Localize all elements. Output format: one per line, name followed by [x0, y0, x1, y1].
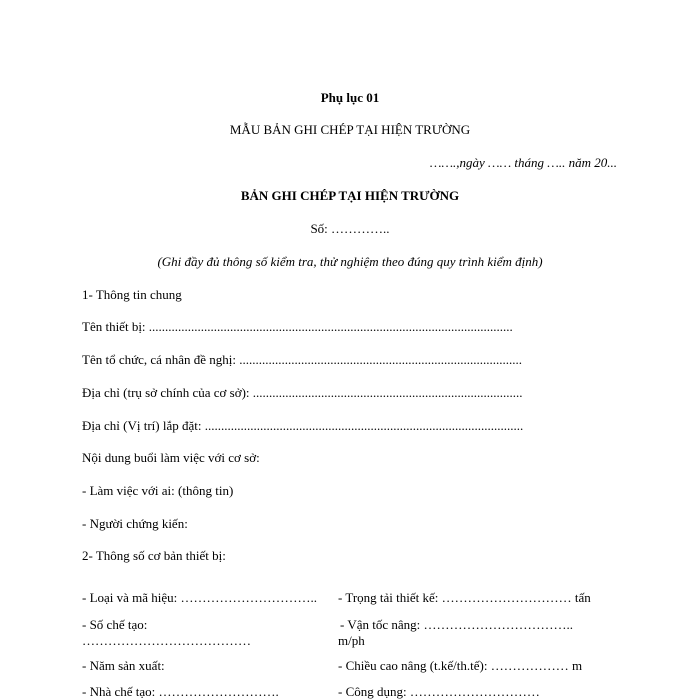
form-title: MẪU BẢN GHI CHÉP TẠI HIỆN TRƯỜNG: [229, 122, 471, 137]
date-line: …….,ngày …… tháng ….. năm 20...: [429, 155, 617, 170]
appendix-label: Phụ lục 01: [320, 90, 380, 105]
serial-number-label: - Số chế tạo:: [82, 617, 148, 632]
install-address-field: Địa chỉ (Vị trí) lắp đặt: ..................................................................................................: [82, 418, 524, 433]
witness-field: - Người chứng kiến:: [82, 516, 188, 531]
type-code-field: - Loại và mã hiệu: …………………………..: [82, 590, 318, 605]
work-with-field: - Làm việc với ai: (thông tin): [82, 483, 234, 498]
manufacturer-field: - Nhà chế tạo: ……………………….: [82, 684, 279, 699]
lift-speed-unit: m/ph: [338, 633, 365, 648]
design-load-field: - Trọng tải thiết kế: ………………………… tấn: [338, 590, 591, 605]
serial-number-dots: …………………………………: [82, 633, 251, 648]
section1-heading: 1- Thông tin chung: [82, 287, 182, 302]
lift-height-field: - Chiều cao nâng (t.kế/th.tế): ……………… m: [338, 658, 583, 673]
org-name-field: Tên tổ chức, cá nhân đề nghị: .......................................................................................: [82, 352, 522, 367]
lift-speed-field: - Vận tốc nâng: ……………………………..: [340, 617, 574, 632]
meeting-content-label: Nội dung buổi làm việc với cơ sở:: [82, 450, 260, 465]
device-name-field: Tên thiết bị: ................................................................................................................: [82, 319, 513, 334]
section2-heading: 2- Thông số cơ bản thiết bị:: [82, 548, 226, 563]
document-number: Số: …………..: [310, 221, 390, 236]
document-title: BẢN GHI CHÉP TẠI HIỆN TRƯỜNG: [240, 188, 460, 203]
instruction-note: (Ghi đầy đủ thông số kiểm tra, thử nghiệm theo đúng quy trình kiểm định): [157, 254, 543, 269]
manufacture-year-field: - Năm sản xuất:: [82, 658, 165, 673]
purpose-field: - Công dụng: …………………………: [338, 684, 540, 699]
main-address-field: Địa chỉ (trụ sở chính của cơ sở): ...................................................................................: [82, 385, 523, 400]
